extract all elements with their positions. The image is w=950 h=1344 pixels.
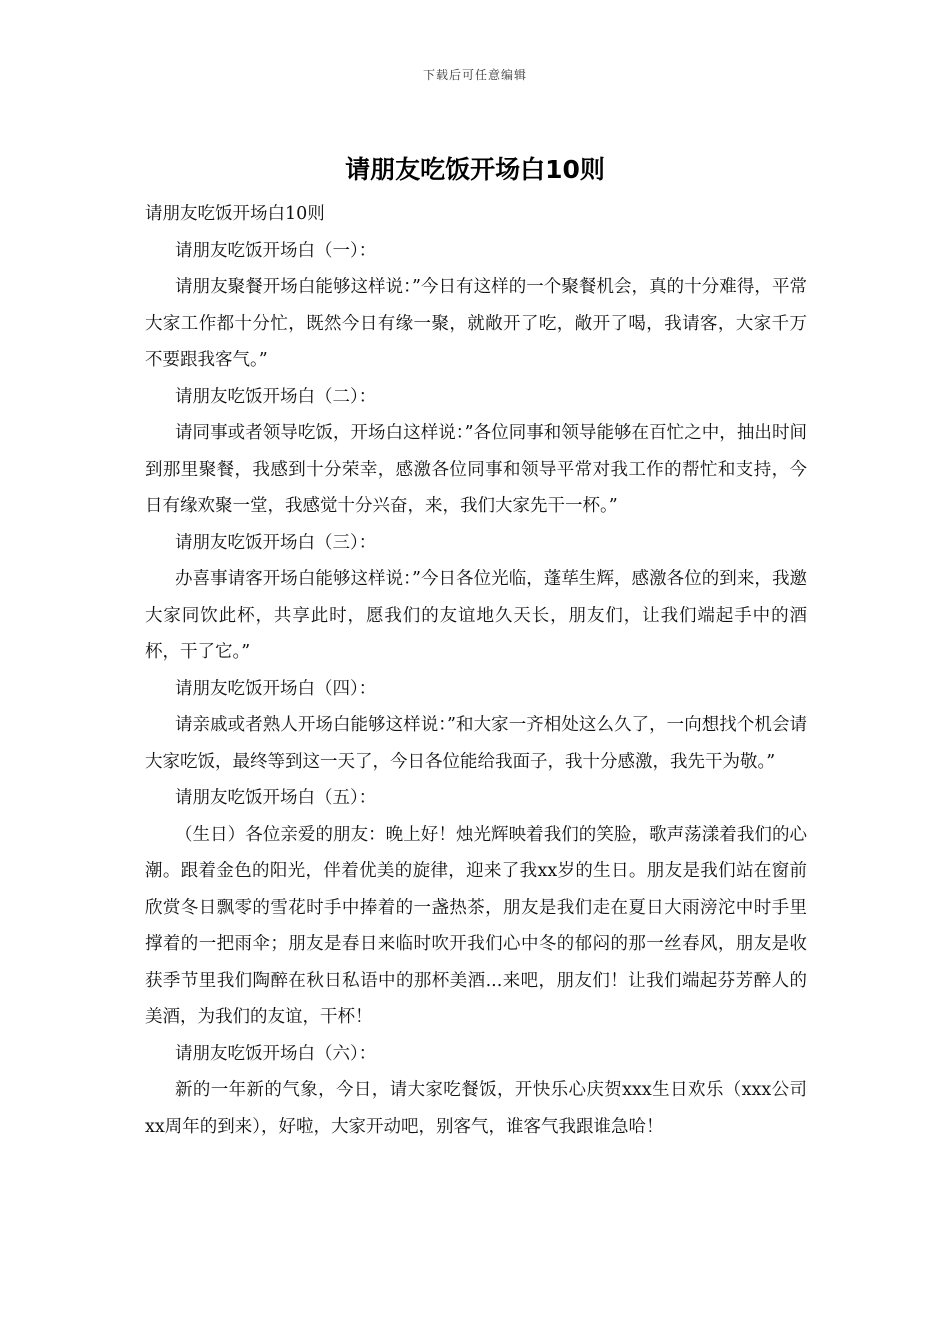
paragraph-5: （生日）各位亲爱的朋友：晚上好！烛光辉映着我们的笑脸，歌声荡漾着我们的心潮。跟着金色的阳光，伴着优美的旋律，迎来了我xx岁的生日。朋友是我们站在窗前欣赏冬日飘零的雪花时手中捧着的一盏热茶，朋友是我们走在夏日大雨滂沱中时手里撑着的一把雨伞；朋友是春日来临时吹开我们心中冬的郁闷的那一丝春风，朋友是收获季节里我们陶醉在秋日私语中的那杯美酒...来吧，朋友们！让我们端起芬芳醉人的美酒，为我们的友谊，干杯！ [145,824,807,1027]
paragraph-1: 请朋友聚餐开场白能够这样说：”今日有这样的一个聚餐机会，真的十分难得，平常大家工作都十分忙，既然今日有缘一聚，就敞开了吃，敞开了喝，我请客，大家千万不要跟我客气。” [145,277,807,370]
paragraph-2: 请同事或者领导吃饭，开场白这样说：”各位同事和领导能够在百忙之中，抽出时间到那里聚餐，我感到十分荣幸，感激各位同事和领导平常对我工作的帮忙和支持，今日有缘欢聚一堂，我感觉十分兴奋，来，我们大家先干一杯。” [145,423,807,516]
paragraph-4: 请亲戚或者熟人开场白能够这样说：”和大家一齐相处这么久了，一向想找个机会请大家吃饭，最终等到这一天了，今日各位能给我面子，我十分感激，我先干为敬。” [145,715,807,772]
subtitle-paragraph: 请朋友吃饭开场白10则 [145,204,325,224]
paragraph-3: 办喜事请客开场白能够这样说：”今日各位光临，蓬荜生辉，感激各位的到来，我邀大家同饮此杯，共享此时，愿我们的友谊地久天长，朋友们，让我们端起手中的酒杯，干了它。” [145,569,807,662]
document-title: 请朋友吃饭开场白10则 [345,155,605,184]
section-heading-1: 请朋友吃饭开场白（一）： [175,240,377,261]
page-header-note: 下载后可任意编辑 [422,68,527,82]
section-heading-6: 请朋友吃饭开场白（六）： [175,1043,377,1064]
section-heading-4: 请朋友吃饭开场白（四）： [175,678,377,699]
section-heading-3: 请朋友吃饭开场白（三）： [175,532,377,553]
document-body [145,196,807,1145]
paragraph-6: 新的一年新的气象，今日，请大家吃餐饭，开快乐心庆贺xxx生日欢乐（xxx公司xx周年的到来），好啦，大家开动吧，别客气，谁客气我跟谁急哈！ [145,1080,807,1137]
section-heading-5: 请朋友吃饭开场白（五）： [175,788,377,808]
section-heading-2: 请朋友吃饭开场白（二）： [175,386,377,407]
